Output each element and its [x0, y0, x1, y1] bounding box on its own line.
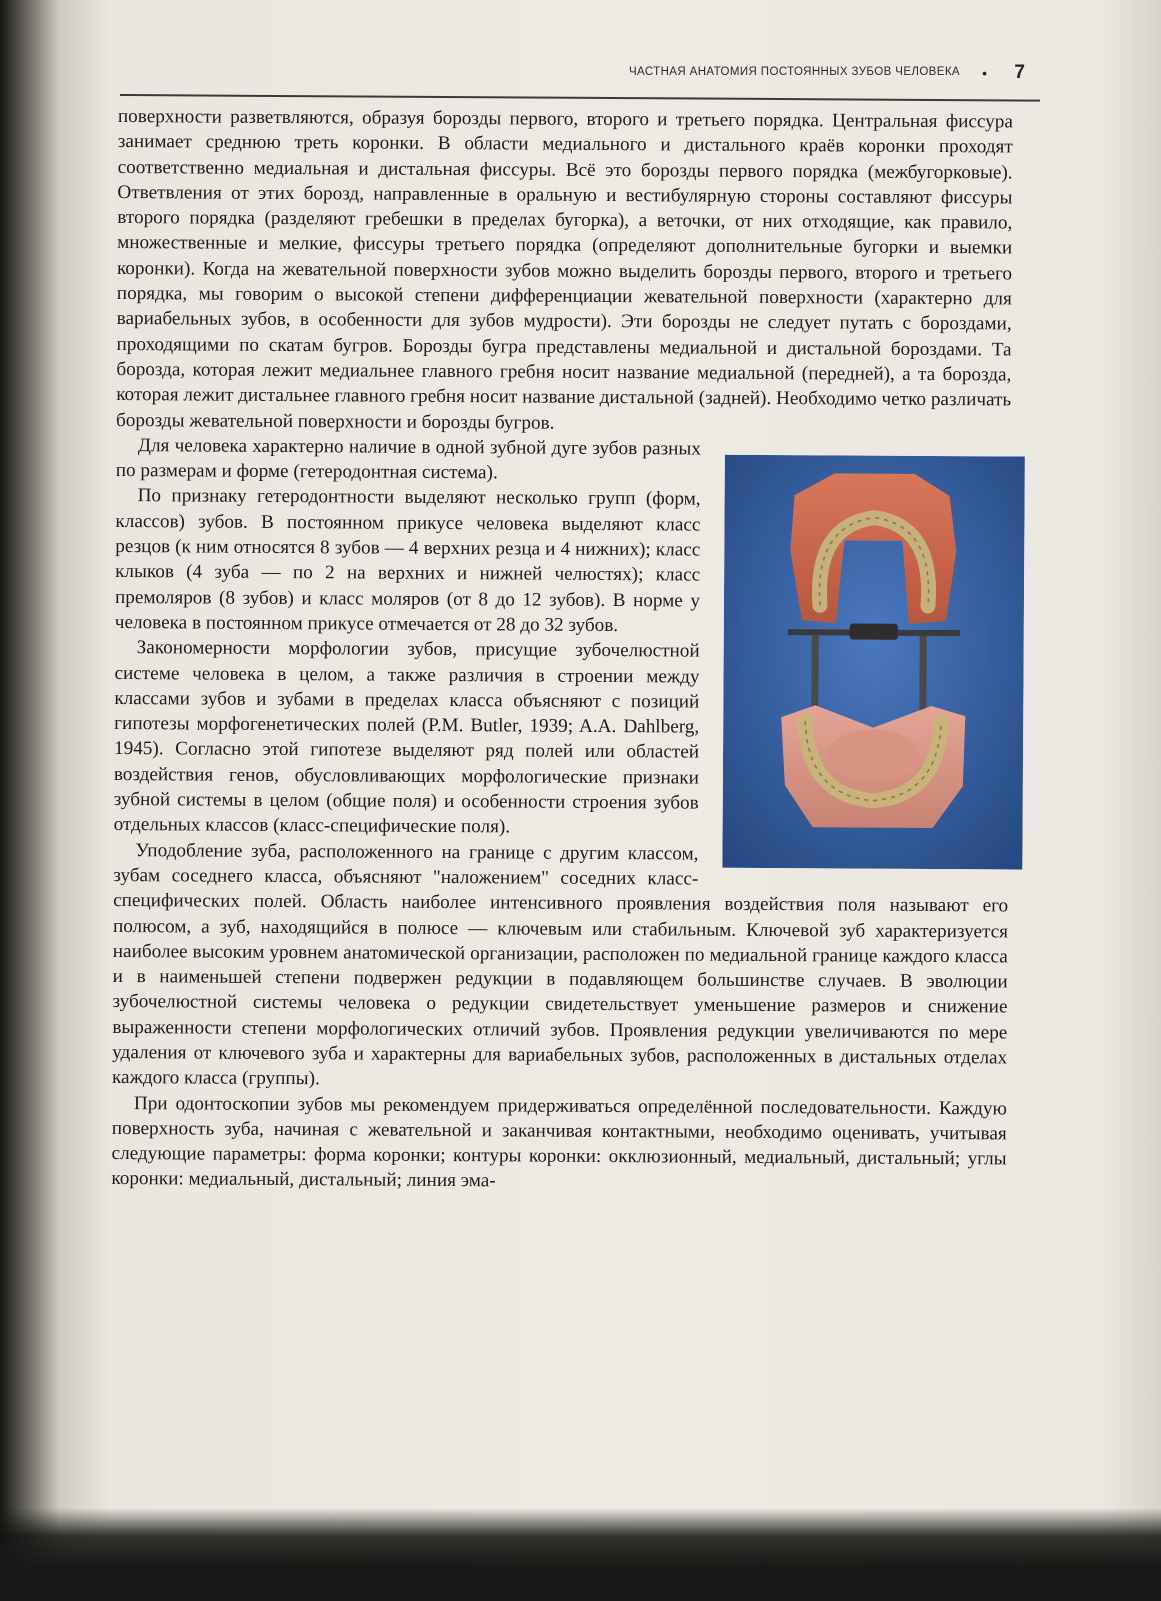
scan-bottom-shadow: [0, 1508, 1161, 1601]
header-bullet: •: [982, 65, 987, 81]
paragraph-2: Для человека характерно наличие в одной зубной дуге зубов разных по размерам и форме (гетеродонтная система).: [115, 434, 701, 484]
dental-model-photo: [722, 455, 1025, 870]
paragraph-4: Закономерности морфологии зубов, присущие зубочелюстной системе человека в целом, а также различия в строении между классами зубов и зубами в пределах класса объясняют с позиций гипотезы морфогенетических полей (P.M. Butler, 1939; A.A. Dahlberg, 1945). Согласно этой гипотезе выделяют ряд полей или областей воздействия генов, обусловливающих морфологические признаки зубной системы в целом (общие поля) и особенности строения зубов отдельных классов (класс-специфические поля).: [113, 637, 700, 838]
running-title: ЧАСТНАЯ АНАТОМИЯ ПОСТОЯННЫХ ЗУБОВ ЧЕЛОВЕКА: [628, 66, 960, 78]
paragraph-1: поверхности разветвляются, образуя борозды первого, второго и третьего порядка. Центральная фиссура занимает среднюю треть коронки. В области медиального и дистального краёв коронки проходят соответственно медиальная и дистальная фиссуры. Всё это борозды первого порядка (межбугорковые). Ответвления от этих борозд, направленные в оральную и вестибулярную стороны составляют фиссуры второго порядка (разделяют гребешки в пределах бугорка), а веточки, от них отходящие, как правило, множественные и мелкие, фиссуры третьего порядка (определяют дополнительные бугорки и выемки коронки). Когда на жевательной поверхности зубов можно выделить борозды первого, второго и третьего порядка, мы говорим о высокой степени дифференциации жевательной поверхности (характерно для вариабельных зубов, в особенности для зубов мудрости). Эти борозды не следует путать с бороздами, проходящими по скатам бугров. Борозды бугра представлены медиальной и дистальной бороздами. Та борозда, которая лежит медиальнее главного гребня носит название медиальной (передней), а та борозда, которая лежит дистальнее главного гребня носит название дистальной (задней). Необходимо четко различать борозды жевательной поверхности и борозды бугров.: [116, 105, 1013, 434]
body-text: [111, 104, 1013, 1197]
page-number: 7: [1014, 62, 1025, 83]
paragraph-6: При одонтоскопии зубов мы рекомендуем придерживаться определённой последовательности. Каждую поверхность зуба, начиная с жевательной и заканчивая контактными, необходимо оценивать, учитывая следующие параметры: форма коронки; контуры коронки: окклюзионный, медиальный, дистальный; углы коронки: медиальный, дистальный; линия эма-: [111, 1092, 1007, 1192]
paragraph-3: По признаку гетеродонтности выделяют несколько групп (форм, классов) зубов. В постоянном прикусе человека выделяют класс резцов (к ним относятся 8 зубов — 4 верхних резца и 4 нижних); класс клыков (4 зуба — по 2 на верхних и нижней челюстях); класс премоляров (8 зубов) и класс моляров (от 8 до 12 зубов). В норме у человека в постоянном прикусе отмечается от 28 до 32 зубов.: [114, 485, 701, 637]
paragraph-5: Уподобление зуба, расположенного на границе с другим классом, зубам соседнего класса, объясняют "наложением" соседних класс-специфических полей. Область наиболее интенсивного проявления воздействия поля называют его полюсом, а зуб, находящийся в полюсе — ключевым или стабильным. Ключевой зуб характеризуется наиболее высоким уровнем анатомической организации, расположен по медиальной границе каждого класса и в наименьшей степени подвержен редукции в подавляющем большинстве случаев. В эволюции зубочелюстной системы человека о редукции свидетельствует уменьшение размеров и снижение выраженности степени морфологических отличий зубов. Проявления редукции увеличиваются по мере удаления от ключевого зуба и характерны для вариабельных зубов, расположенных в дистальных отделах каждого класса (группы).: [111, 839, 1009, 1090]
header-rule: [120, 94, 1040, 102]
page-header: [120, 62, 1035, 92]
